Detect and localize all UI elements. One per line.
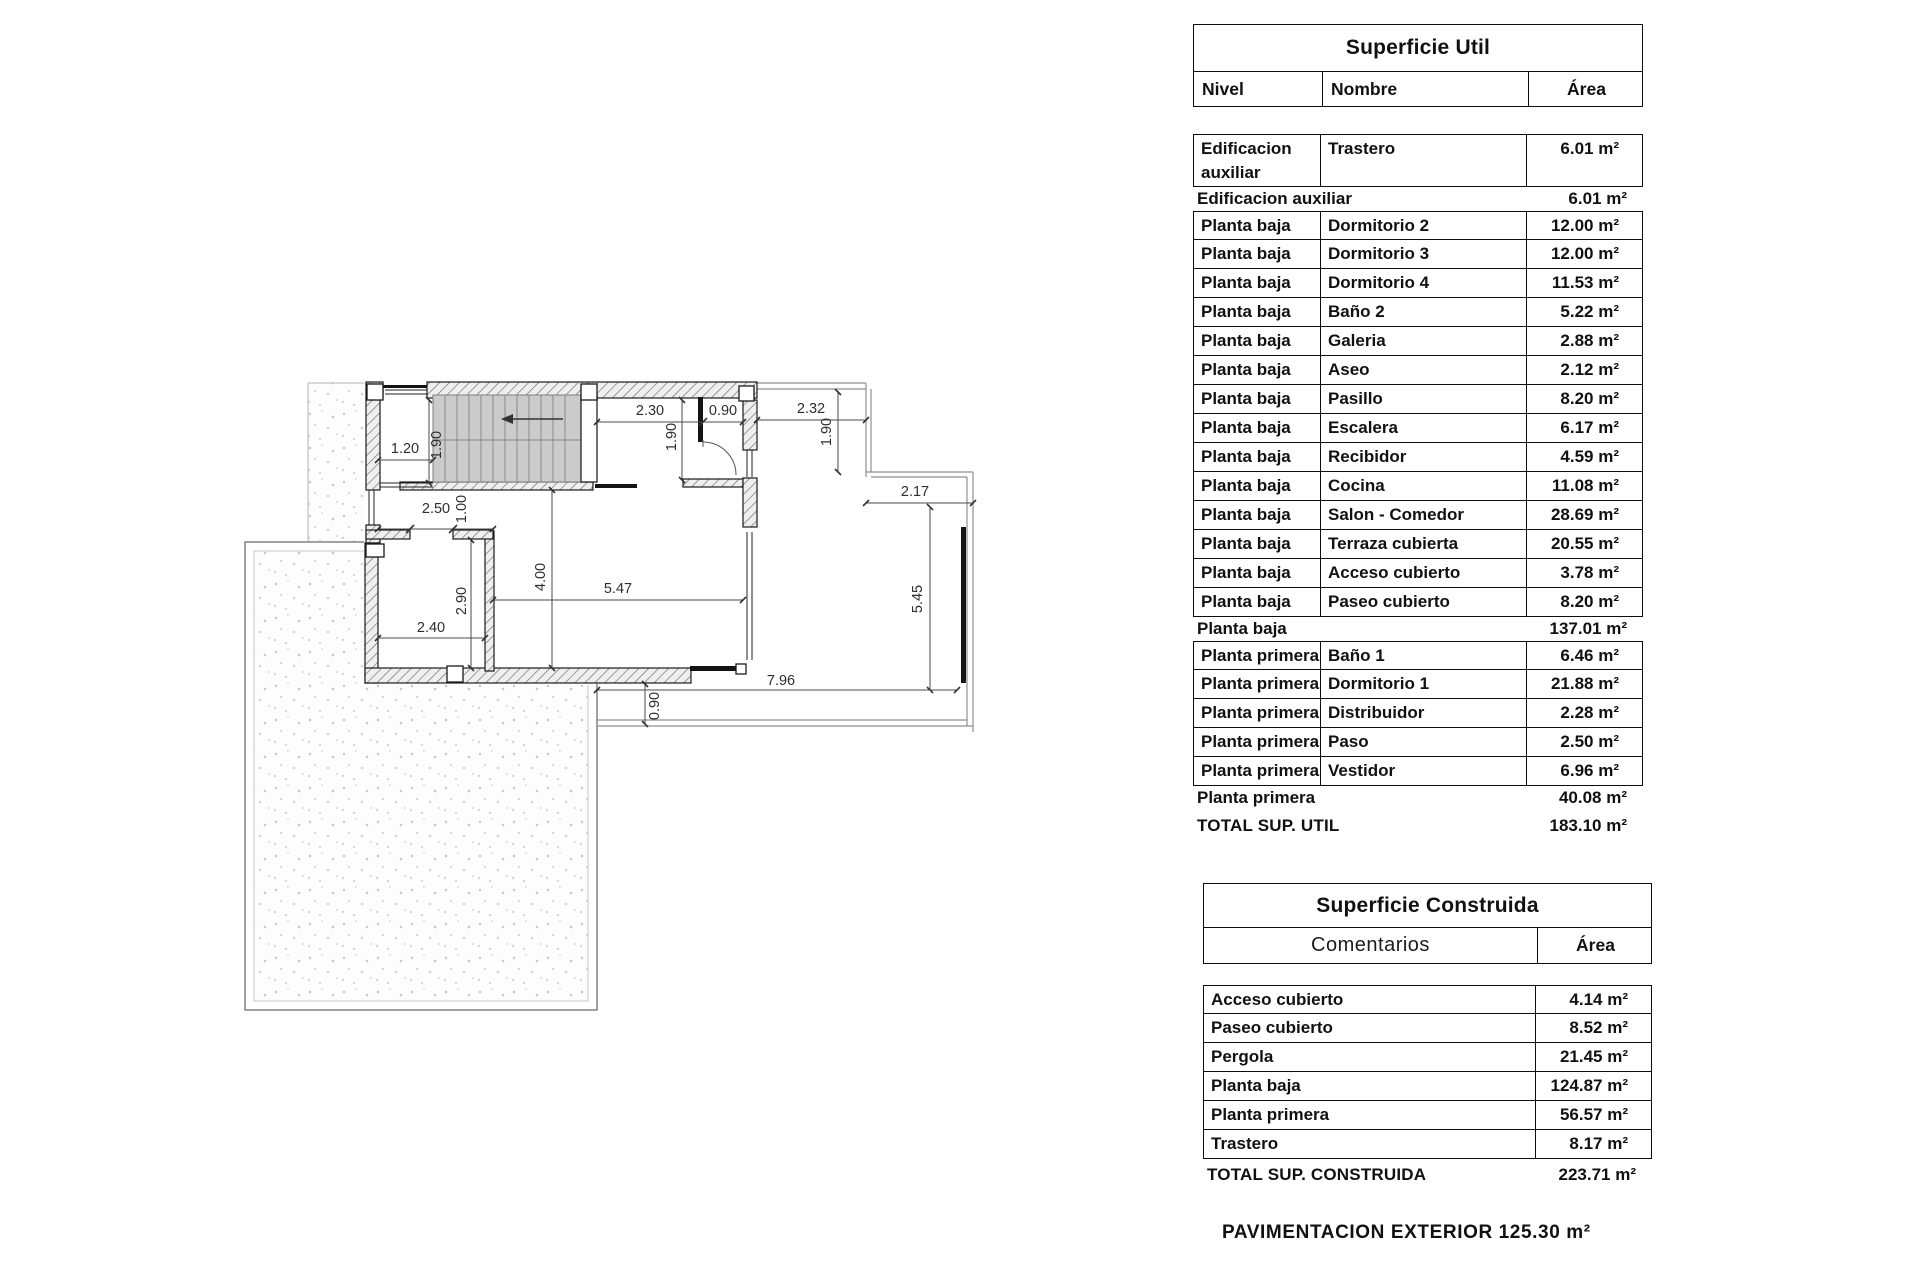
row-nivel: Planta primera (1194, 642, 1321, 669)
superficie-util-columns (1194, 72, 1642, 106)
row-area: 4.59 m² (1560, 447, 1619, 466)
row-nombre: Terraza cubierta (1321, 530, 1527, 558)
row-nombre: Trastero (1321, 135, 1527, 186)
row-area: 6.01 m² (1560, 139, 1619, 158)
row-nombre: Vestidor (1321, 757, 1527, 785)
row-nivel: Planta baja (1194, 356, 1321, 384)
superficie-util-rows (1193, 134, 1643, 839)
dim-walk-length: 7.96 (766, 673, 796, 689)
row-nombre: Salon - Comedor (1321, 501, 1527, 529)
stair-banister (581, 395, 597, 482)
row-area: 11.08 m² (1551, 476, 1619, 495)
row-nombre: Baño 2 (1321, 298, 1527, 326)
superficie-util-title: Superficie Util (1194, 25, 1642, 72)
dim-room-top: 2.50 (421, 501, 451, 517)
dim-walk-width: 0.90 (647, 691, 663, 721)
row-area: 6.96 m² (1560, 761, 1619, 780)
row-area: 2.50 m² (1560, 732, 1619, 751)
row-nivel: Planta baja (1194, 385, 1321, 413)
row-area: 3.78 m² (1560, 563, 1619, 582)
table-row (1193, 385, 1643, 414)
superficie-construida-columns (1204, 928, 1651, 963)
row-area: 2.28 m² (1560, 703, 1619, 722)
row-nivel: Planta baja (1194, 414, 1321, 442)
pavimentacion-exterior-note: PAVIMENTACION EXTERIOR 125.30 m² (1222, 1222, 1591, 1243)
summary-row (1193, 786, 1643, 810)
col-comentarios: Comentarios (1204, 928, 1538, 963)
total-label: TOTAL SUP. CONSTRUIDA (1207, 1165, 1427, 1184)
row-area: 28.69 m² (1550, 505, 1619, 524)
table-row (1193, 327, 1643, 356)
table-row (1193, 298, 1643, 327)
terrain-strip (308, 383, 366, 543)
col-area: Área (1567, 79, 1606, 99)
total-row (1193, 810, 1643, 839)
table-row (1193, 134, 1643, 187)
summary-area: 137.01 m² (1549, 619, 1627, 638)
dim-salon-width: 5.47 (603, 581, 633, 597)
row-nombre: Dormitorio 3 (1321, 240, 1527, 268)
table-row (1193, 211, 1643, 240)
row-area: 6.46 m² (1560, 646, 1619, 665)
summary-area: 6.01 m² (1568, 189, 1627, 208)
row-nombre: Paso (1321, 728, 1527, 756)
row-area: 2.88 m² (1560, 331, 1619, 350)
row-nombre: Baño 1 (1321, 642, 1527, 669)
row-area: 56.57 m² (1559, 1105, 1628, 1124)
dim-salon-depth: 4.00 (533, 562, 549, 592)
row-nivel: Planta primera (1194, 699, 1321, 727)
row-nivel: Planta baja (1194, 298, 1321, 326)
row-area: 21.88 m² (1550, 674, 1619, 693)
row-nivel: Planta primera (1194, 728, 1321, 756)
row-area: 8.20 m² (1560, 592, 1619, 611)
table-row (1203, 1014, 1652, 1043)
total-area: 183.10 m² (1549, 816, 1627, 835)
row-area: 8.52 m² (1569, 1018, 1628, 1037)
dim-terrace-side: 5.45 (910, 584, 926, 614)
row-label: Pergola (1204, 1043, 1536, 1071)
row-nivel: Planta baja (1194, 212, 1321, 239)
row-area: 11.53 m² (1551, 273, 1619, 292)
col-area-construida: Área (1576, 935, 1615, 955)
dim-room-height: 2.90 (454, 586, 470, 616)
table-row (1193, 641, 1643, 670)
row-label: Paseo cubierto (1204, 1014, 1536, 1042)
superficie-util-header-box (1193, 24, 1643, 107)
row-nivel: Planta baja (1194, 240, 1321, 268)
dim-room-width: 2.40 (416, 620, 446, 636)
summary-row (1193, 617, 1643, 641)
table-row (1203, 1072, 1652, 1101)
table-row (1203, 1043, 1652, 1072)
row-area: 8.20 m² (1560, 389, 1619, 408)
table-row (1193, 414, 1643, 443)
dim-room-door: 1.00 (454, 494, 470, 524)
row-nivel: Planta baja (1194, 530, 1321, 558)
row-nombre: Galeria (1321, 327, 1527, 355)
row-nombre: Paseo cubierto (1321, 588, 1527, 616)
dim-terrace-right: 1.90 (819, 417, 835, 447)
summary-label: Planta baja (1197, 619, 1287, 638)
col-nivel: Nivel (1194, 72, 1323, 106)
total-label: TOTAL SUP. UTIL (1197, 816, 1340, 835)
table-row (1193, 443, 1643, 472)
table-row (1193, 728, 1643, 757)
row-label: Planta primera (1204, 1101, 1536, 1129)
dim-left-width: 1.20 (390, 441, 420, 457)
dim-hall-width: 2.30 (635, 403, 665, 419)
table-row (1193, 269, 1643, 298)
row-label: Trastero (1204, 1130, 1536, 1158)
terrace-windbreak (961, 527, 966, 683)
summary-label: Edificacion auxiliar (1197, 189, 1352, 208)
row-area: 21.45 m² (1559, 1047, 1628, 1066)
table-row (1193, 530, 1643, 559)
table-row (1203, 1130, 1652, 1159)
superficie-construida-header-box (1203, 883, 1652, 964)
row-area: 20.55 m² (1550, 534, 1619, 553)
row-area: 12.00 m² (1550, 244, 1619, 263)
row-nivel: Planta baja (1194, 588, 1321, 616)
superficie-construida-table (1203, 883, 1652, 1188)
col-nombre: Nombre (1323, 72, 1529, 106)
row-area: 4.14 m² (1569, 990, 1628, 1009)
row-nivel: Planta primera (1194, 670, 1321, 698)
row-nivel: Planta baja (1194, 472, 1321, 500)
row-nombre: Pasillo (1321, 385, 1527, 413)
row-nivel: Planta baja (1194, 559, 1321, 587)
summary-area: 40.08 m² (1558, 788, 1627, 807)
table-row (1193, 588, 1643, 617)
row-label: Acceso cubierto (1204, 986, 1536, 1013)
dim-terrace-step: 2.17 (900, 484, 930, 500)
superficie-construida-rows (1203, 985, 1652, 1188)
row-area: 12.00 m² (1550, 216, 1619, 235)
table-row (1193, 356, 1643, 385)
table-row (1193, 501, 1643, 530)
row-nombre: Aseo (1321, 356, 1527, 384)
row-nombre: Dormitorio 4 (1321, 269, 1527, 297)
table-row (1193, 670, 1643, 699)
row-nombre: Distribuidor (1321, 699, 1527, 727)
superficie-construida-title: Superficie Construida (1204, 884, 1651, 928)
summary-row (1193, 187, 1643, 211)
dim-terrace-top: 2.32 (796, 401, 826, 417)
row-nombre: Recibidor (1321, 443, 1527, 471)
table-row (1193, 240, 1643, 269)
dim-door-top: 0.90 (708, 403, 738, 419)
table-row (1193, 757, 1643, 786)
row-nivel: Planta baja (1194, 501, 1321, 529)
row-area: 8.17 m² (1569, 1134, 1628, 1153)
summary-label: Planta primera (1197, 788, 1316, 807)
total-area: 223.71 m² (1558, 1165, 1636, 1184)
table-row (1193, 472, 1643, 501)
dim-stair-run: 1.90 (429, 430, 445, 460)
table-row (1193, 699, 1643, 728)
table-row (1203, 1101, 1652, 1130)
row-area: 2.12 m² (1560, 360, 1619, 379)
row-area: 6.17 m² (1560, 418, 1619, 437)
total-row (1203, 1159, 1652, 1188)
row-nivel: Edificacion auxiliar (1194, 135, 1321, 186)
row-area: 5.22 m² (1560, 302, 1619, 321)
row-nivel: Planta baja (1194, 269, 1321, 297)
superficie-util-table (1193, 24, 1643, 839)
row-nombre: Dormitorio 2 (1321, 212, 1527, 239)
table-row (1203, 985, 1652, 1014)
row-area: 124.87 m² (1550, 1076, 1628, 1095)
dim-hall-depth: 1.90 (664, 422, 680, 452)
row-nombre: Escalera (1321, 414, 1527, 442)
row-nivel: Planta primera (1194, 757, 1321, 785)
row-label: Planta baja (1204, 1072, 1536, 1100)
row-nombre: Acceso cubierto (1321, 559, 1527, 587)
row-nivel: Planta baja (1194, 327, 1321, 355)
row-nombre: Dormitorio 1 (1321, 670, 1527, 698)
row-nombre: Cocina (1321, 472, 1527, 500)
table-row (1193, 559, 1643, 588)
staircase (433, 395, 597, 482)
row-nivel: Planta baja (1194, 443, 1321, 471)
